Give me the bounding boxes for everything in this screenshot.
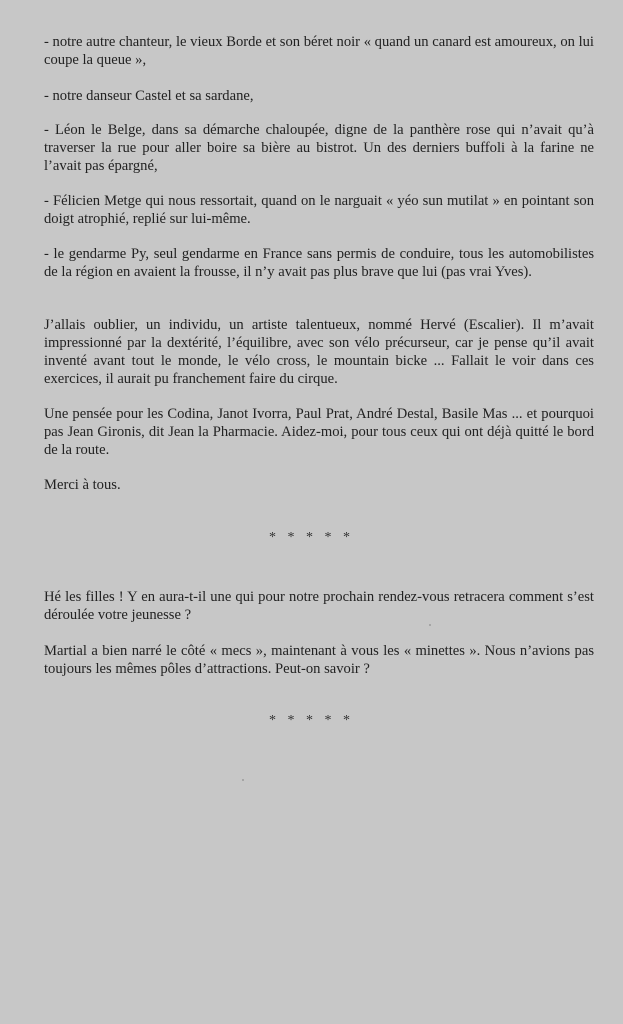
paragraph-gendarme: - le gendarme Py, seul gendarme en France sans permis de conduire, tous les automobilistes de la région en avaient la frousse, il n’y avait pas plus brave que lui (pas vrai Yves). <box>44 246 594 280</box>
paragraph-merci: Merci à tous. <box>44 477 121 493</box>
paragraph-leon: - Léon le Belge, dans sa démarche chaloupée, digne de la panthère rose qui n’avait qu’à traverser la rue pour aller boire sa bière au bistrot. Un des derniers buffoli à la farine ne l’avait pas épargné, <box>44 122 594 174</box>
paragraph-castel: - notre danseur Castel et sa sardane, <box>44 88 254 104</box>
paragraph-filles: Hé les filles ! Y en aura-t-il une qui pour notre prochain rendez-vous retracera comment s’est déroulée votre jeunesse ? <box>44 589 594 623</box>
paragraph-felicien: - Félicien Metge qui nous ressortait, quand on le narguait « yéo sun mutilat » en pointant son doigt atrophié, replié sur lui-même. <box>44 193 594 227</box>
scan-speck <box>429 624 431 626</box>
paragraph-martial: Martial a bien narré le côté « mecs », maintenant à vous les « minettes ». Nous n’avions pas toujours les mêmes pôles d’attractions. Peut-on savoir ? <box>44 643 594 677</box>
paragraph-pensee: Une pensée pour les Codina, Janot Ivorra, Paul Prat, André Destal, Basile Mas ... et pourquoi pas Jean Gironis, dit Jean la Pharmacie. Aidez-moi, pour tous ceux qui ont déjà quitté le bord de la route. <box>44 406 594 458</box>
scan-speck <box>242 779 244 781</box>
separator-stars-2: * * * * * <box>269 713 354 728</box>
separator-stars-1: * * * * * <box>269 530 354 545</box>
paragraph-herve: J’allais oublier, un individu, un artiste talentueux, nommé Hervé (Escalier). Il m’avait impressionné par la dextérité, l’équilibre, avec son vélo précurseur, car je pense qu’il avait inventé avant tout le monde, le vélo cross, le mountain bicke ... Fallait le voir dans ces exercices, il aurait pu franchement faire du cirque. <box>44 317 594 387</box>
paragraph-borde: - notre autre chanteur, le vieux Borde et son béret noir « quand un canard est amoureux, on lui coupe la queue », <box>44 34 594 68</box>
